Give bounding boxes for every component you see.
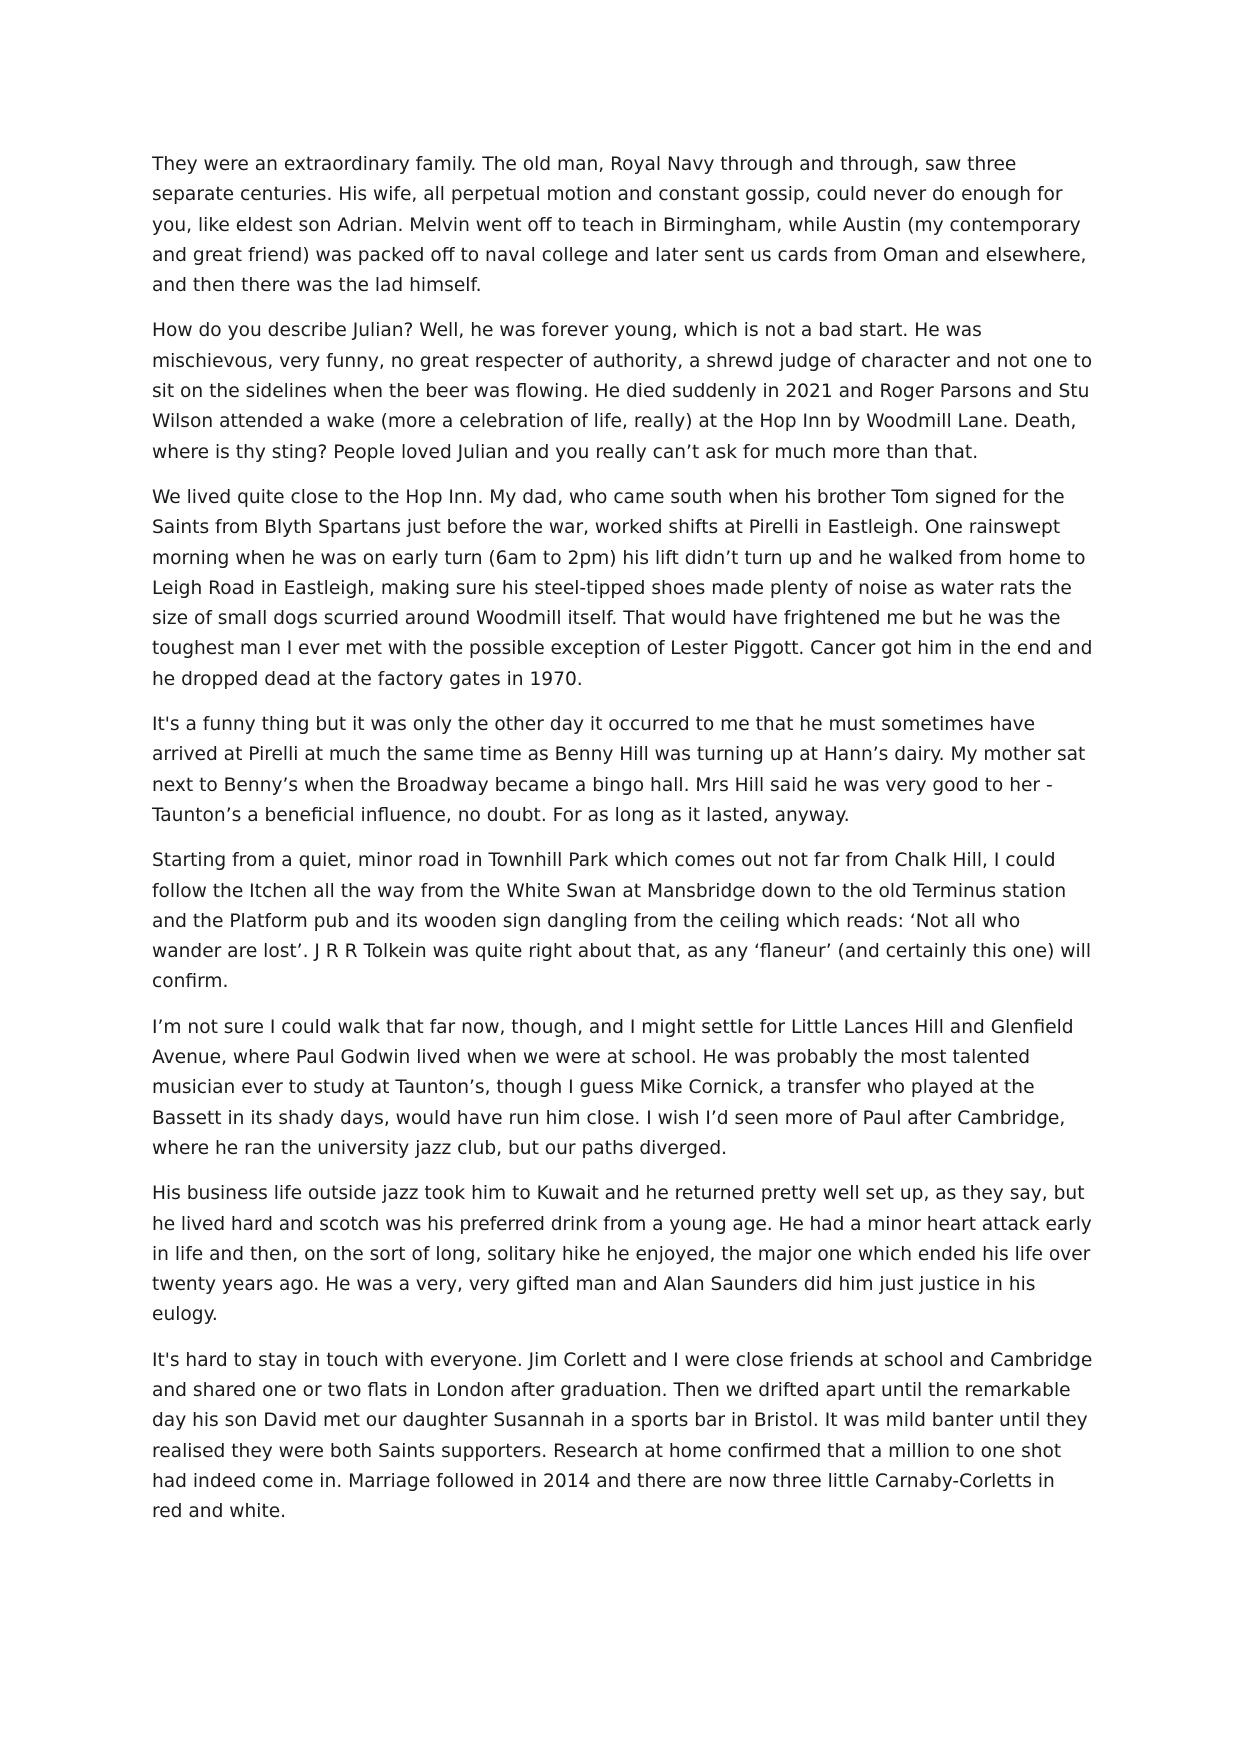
paragraph-line: wander are lost’. J R R Tolkein was quite right about that, as any ‘flaneur’ (and certainly this one) will (152, 941, 1091, 963)
paragraph-line: They were an extraordinary family. The old man, Royal Navy through and through, saw three (152, 154, 1017, 175)
paragraph-line: separate centuries. His wife, all perpetual motion and constant gossip, could never do enough for (152, 184, 1063, 206)
paragraph-line: confirm. (152, 971, 229, 993)
paragraph (152, 316, 1092, 467)
paragraph-line: Wilson attended a wake (more a celebration of life, really) at the Hop Inn by Woodmill Lane. Death, (152, 411, 1077, 433)
paragraph-line: morning when he was on early turn (6am to 2pm) his lift didn’t turn up and he walked from home to (152, 547, 1086, 569)
paragraph-line: where he ran the university jazz club, but our paths diverged. (152, 1137, 728, 1159)
paragraph-line: How do you describe Julian? Well, he was forever young, which is not a bad start. He was (152, 320, 982, 342)
paragraph-line: red and white. (152, 1501, 287, 1523)
paragraph-line: We lived quite close to the Hop Inn. My dad, who came south when his brother Tom signed for the (152, 486, 1065, 508)
paragraph-line: Bassett in its shady days, would have run him close. I wish I’d seen more of Paul after Cambridge, (152, 1107, 1066, 1129)
paragraph-line: you, like eldest son Adrian. Melvin went off to teach in Birmingham, while Austin (my contemporary (152, 214, 1081, 236)
paragraph-line: I’m not sure I could walk that far now, though, and I might settle for Little Lances Hill and Glenfield (152, 1016, 1074, 1038)
paragraph-line: realised they were both Saints supporters. Research at home confirmed that a million to one shot (152, 1440, 1062, 1462)
paragraph-line: It's hard to stay in touch with everyone. Jim Corlett and I were close friends at school and Cambridge (152, 1349, 1093, 1371)
paragraph-line: His business life outside jazz took him to Kuwait and he returned pretty well set up, as they say, but (152, 1183, 1085, 1205)
paragraph-line: and great friend) was packed off to naval college and later sent us cards from Oman and elsewhere, (152, 244, 1087, 266)
paragraph-line: toughest man I ever met with the possible exception of Lester Piggott. Cancer got him in the end and (152, 638, 1093, 660)
paragraph-line: Avenue, where Paul Godwin lived when we were at school. He was probably the most talented (152, 1047, 1031, 1069)
paragraph (152, 150, 1092, 301)
paragraph-line: eulogy. (152, 1304, 218, 1326)
paragraph-line: Saints from Blyth Spartans just before the war, worked shifts at Pirelli in Eastleigh. One rainswept (152, 517, 1061, 539)
paragraph (152, 1013, 1092, 1164)
paragraph (152, 710, 1092, 831)
paragraph (152, 1179, 1092, 1330)
paragraph-line: day his son David met our daughter Susannah in a sports bar in Bristol. It was mild banter until they (152, 1410, 1088, 1432)
paragraph-line: arrived at Pirelli at much the same time as Benny Hill was turning up at Hann’s dairy. My mother sat (152, 744, 1086, 766)
paragraph-line: mischievous, very funny, no great respecter of authority, a shrewd judge of character and not one to (152, 350, 1093, 372)
paragraph-line: and shared one or two flats in London after graduation. Then we drifted apart until the remarkable (152, 1379, 1071, 1401)
paragraph-line: and then there was the lad himself. (152, 275, 482, 297)
paragraph (152, 1346, 1092, 1528)
paragraph-line: had indeed come in. Marriage followed in 2014 and there are now three little Carnaby-Corletts in (152, 1470, 1055, 1492)
paragraph-line: and the Platform pub and its wooden sign dangling from the ceiling which reads: ‘Not all who (152, 910, 1021, 932)
paragraph-line: Leigh Road in Eastleigh, making sure his steel-tipped shoes made plenty of noise as water rats the (152, 577, 1072, 599)
paragraph-line: sit on the sidelines when the beer was flowing. He died suddenly in 2021 and Roger Parsons and Stu (152, 381, 1090, 403)
paragraph-line: next to Benny’s when the Broadway became a bingo hall. Mrs Hill said he was very good to her - (152, 774, 1053, 796)
paragraph-line: Starting from a quiet, minor road in Townhill Park which comes out not far from Chalk Hill, I could (152, 850, 1056, 872)
paragraph-line: follow the Itchen all the way from the White Swan at Mansbridge down to the old Terminus station (152, 880, 1067, 902)
paragraph (152, 846, 1092, 997)
paragraph-line: he dropped dead at the factory gates in 1970. (152, 668, 583, 690)
paragraph-line: in life and then, on the sort of long, solitary hike he enjoyed, the major one which ended his life over (152, 1243, 1091, 1265)
paragraph-line: size of small dogs scurried around Woodmill itself. That would have frightened me but he was the (152, 608, 1061, 630)
paragraph (152, 483, 1092, 695)
paragraph-line: where is thy sting? People loved Julian and you really can’t ask for much more than that. (152, 441, 979, 463)
paragraph-line: It's a funny thing but it was only the other day it occurred to me that he must sometimes have (152, 714, 1036, 736)
paragraph-line: musician ever to study at Taunton’s, though I guess Mike Cornick, a transfer who played at the (152, 1077, 1035, 1099)
document-body (152, 150, 1092, 1542)
paragraph-line: twenty years ago. He was a very, very gifted man and Alan Saunders did him just justice in his (152, 1274, 1036, 1296)
paragraph-line: Taunton’s a beneficial influence, no doubt. For as long as it lasted, anyway. (152, 804, 850, 826)
paragraph-line: he lived hard and scotch was his preferred drink from a young age. He had a minor heart attack early (152, 1213, 1092, 1235)
